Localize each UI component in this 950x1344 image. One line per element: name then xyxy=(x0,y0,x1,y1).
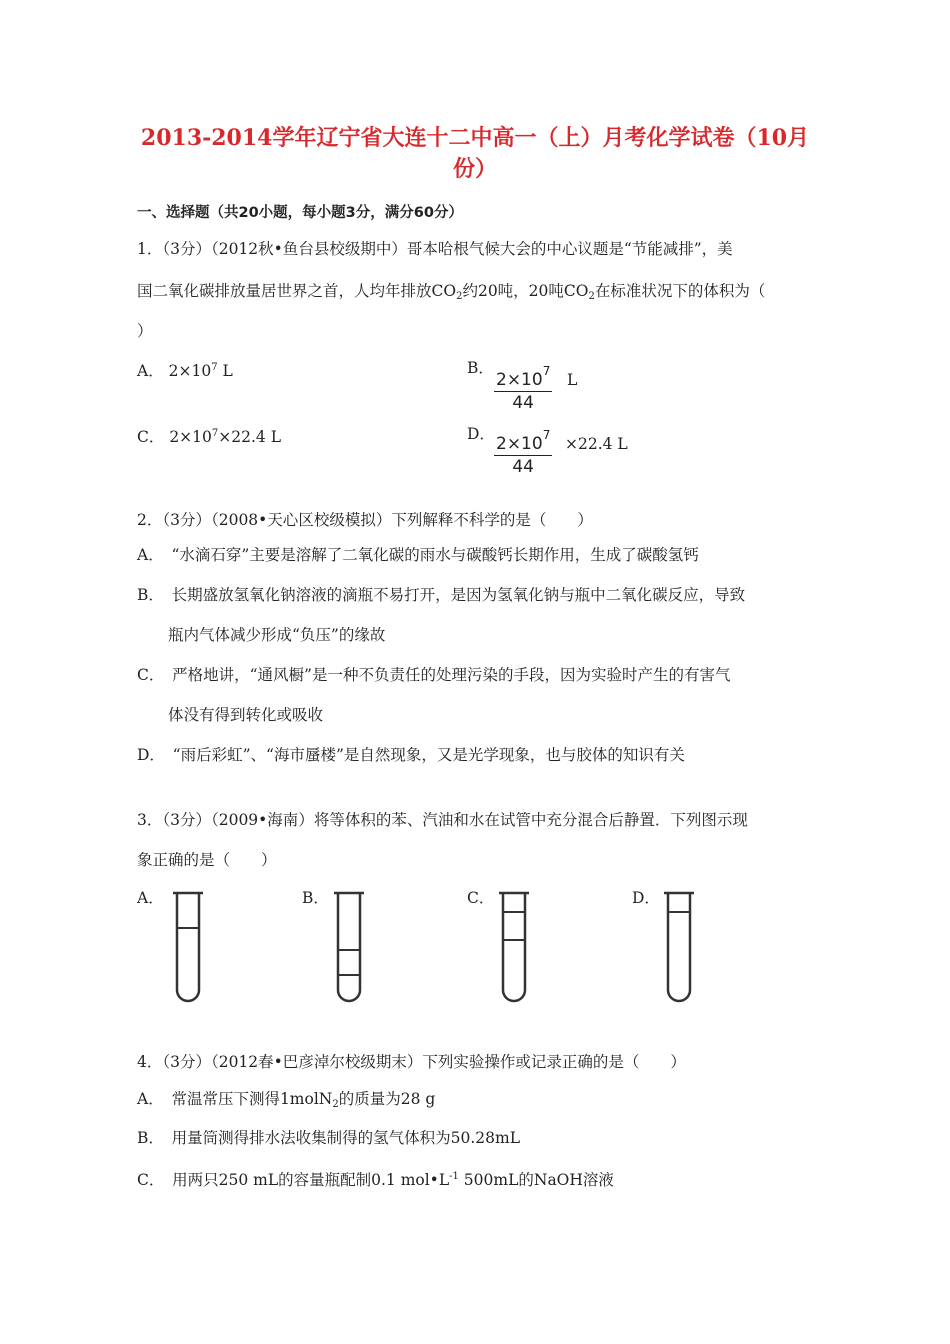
q4-option-c xyxy=(137,1167,614,1190)
q4-option-c-text-b: 500mL的NaOH溶液 xyxy=(458,1171,614,1189)
q4-option-a-sub: 2 xyxy=(332,1099,339,1110)
q1-sub-2: 2 xyxy=(588,291,595,302)
q4-option-c-text: C． 用两只250 mL的容量瓶配制0.1 mol•L xyxy=(137,1171,450,1189)
q1-text-b: 约20吨，20吨CO xyxy=(462,282,589,300)
q1-option-a-base: 2×10 xyxy=(168,362,212,380)
q1-option-d-fraction xyxy=(494,424,552,478)
q2-option-b-line-2: 瓶内气体减少形成“负压”的缘故 xyxy=(168,626,386,644)
q1-option-b-num-exp: 7 xyxy=(542,364,551,378)
q3-stem-line-1: 3．（3分）（2009•海南）将等体积的苯、汽油和水在试管中充分混合后静置．下列图示现 xyxy=(137,811,748,829)
title-line-2: 份） xyxy=(452,156,497,182)
q3-option-a-label: A． xyxy=(137,889,164,907)
q2-stem: 2．（3分）（2008•天心区校级模拟）下列解释不科学的是（ ） xyxy=(137,511,593,529)
q1-option-b-label: B． xyxy=(467,359,494,377)
q1-option-c-rest: ×22.4 L xyxy=(218,428,281,446)
q4-option-c-sup: -1 xyxy=(449,1171,459,1182)
q1-stem-line-2 xyxy=(137,281,765,307)
exam-title xyxy=(100,123,850,185)
q1-option-b-numerator xyxy=(494,360,552,392)
q1-option-b-unit: L xyxy=(567,371,578,389)
q4-option-a-text: A． 常温常压下测得1molN xyxy=(137,1090,333,1108)
q3-option-c-label: C． xyxy=(467,889,495,907)
q1-option-b-num-base: 2×10 xyxy=(496,370,543,390)
q1-option-a xyxy=(137,358,233,381)
q1-option-c-label: C． xyxy=(137,428,165,446)
q1-option-a-label: A． xyxy=(137,362,164,380)
q1-option-d-numerator xyxy=(494,424,552,456)
test-tube-c-icon xyxy=(494,890,534,1008)
q1-option-d-num-exp: 7 xyxy=(542,428,551,442)
q1-sub-1: 2 xyxy=(456,291,463,302)
q2-option-c-line-2: 体没有得到转化或吸收 xyxy=(168,706,324,724)
q1-stem-line-3: ） xyxy=(137,322,153,340)
test-tube-a-icon xyxy=(168,890,208,1008)
q1-option-d-denominator: 44 xyxy=(512,457,534,477)
section-heading: 一、选择题（共20小题，每小题3分，满分60分） xyxy=(137,205,463,221)
q3-stem-line-2: 象正确的是（ ） xyxy=(137,851,277,869)
test-tube-d-icon xyxy=(659,890,699,1008)
q2-option-d: D． “雨后彩虹”、“海市蜃楼”是自然现象，又是光学现象，也与胶体的知识有关 xyxy=(137,746,685,764)
title-line-1: 2013-2014学年辽宁省大连十二中高一（上）月考化学试卷（10月 xyxy=(140,125,810,151)
q1-option-c-exp: 7 xyxy=(211,428,219,439)
q3-option-b-label: B． xyxy=(302,889,329,907)
q4-option-a xyxy=(137,1089,435,1115)
q1-option-d-label: D． xyxy=(467,425,495,443)
q1-stem-line-1: 1．（3分）（2012秋•鱼台县校级期中）哥本哈根气候大会的中心议题是“节能减排”，美 xyxy=(137,240,733,258)
q1-option-c xyxy=(137,424,281,447)
q2-option-c-line-1: C． 严格地讲，“通风橱”是一种不负责任的处理污染的手段，因为实验时产生的有害气 xyxy=(137,666,731,684)
q4-option-a-text-b: 的质量为28 g xyxy=(338,1090,436,1108)
q2-option-b-line-1: B． 长期盛放氢氧化钠溶液的滴瓶不易打开，是因为氢氧化钠与瓶中二氧化碳反应，导致 xyxy=(137,586,746,604)
q4-stem: 4．（3分）（2012春•巴彦淖尔校级期末）下列实验操作或记录正确的是（ ） xyxy=(137,1053,686,1071)
q1-option-a-exp: 7 xyxy=(211,362,218,373)
q4-option-b: B． 用量筒测得排水法收集制得的氢气体积为50.28mL xyxy=(137,1129,521,1147)
q1-option-b-fraction xyxy=(494,360,552,414)
q1-text-a: 国二氧化碳排放量居世界之首，人均年排放CO xyxy=(137,282,457,300)
q2-option-a: A． “水滴石穿”主要是溶解了二氧化碳的雨水与碳酸钙长期作用，生成了碳酸氢钙 xyxy=(137,546,699,564)
q1-option-c-base: 2×10 xyxy=(169,428,212,446)
q1-option-d-num-base: 2×10 xyxy=(496,434,543,454)
q1-option-d-rest: ×22.4 L xyxy=(565,435,628,453)
q1-text-c: 在标准状况下的体积为（ xyxy=(594,282,766,300)
q3-option-d-label: D． xyxy=(632,889,660,907)
q1-option-b-denominator: 44 xyxy=(512,393,534,413)
q1-option-a-unit: L xyxy=(217,362,233,380)
test-tube-b-icon xyxy=(329,890,369,1008)
